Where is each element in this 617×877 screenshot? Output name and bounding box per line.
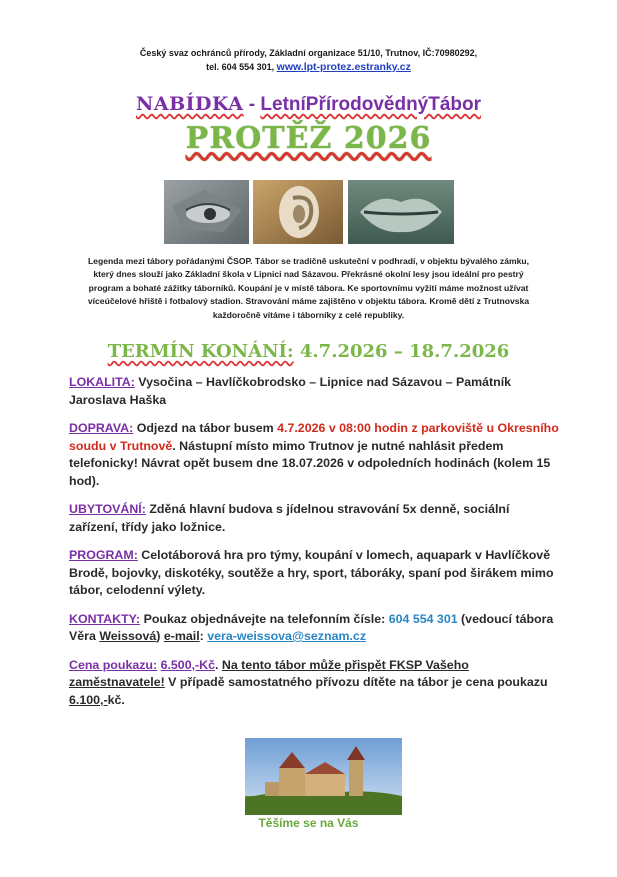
sculpture-photos: [164, 180, 454, 244]
footer-greeting: Těšíme se na Vás: [258, 816, 359, 830]
legend-line: Legenda mezi tábory pořádanými ČSOP. Tábor se tradičně uskuteční v podhradí, v objektu bývalého zámku,: [87, 256, 530, 266]
price-value: 6.500,-Kč: [160, 657, 215, 672]
term-label: TERMÍN KONÁNÍ:: [107, 341, 294, 362]
page-title: [0, 120, 617, 158]
cena-text: .: [215, 657, 222, 672]
cena-text-3: kč.: [107, 692, 125, 707]
cena-text-2: V případě samostatného přívozu dítěte na tábor je cena poukazu: [164, 675, 548, 689]
departure-info: 4.7.2026 v 08:00 hodin z parkoviště u Okresního soudu v Trutnově: [69, 421, 559, 453]
website-link[interactable]: www.lpt-protez.estranky.cz: [276, 61, 411, 73]
offer-dash: -: [243, 94, 261, 115]
camp-term: [0, 340, 617, 364]
ubytovani-label: UBYTOVÁNÍ:: [69, 502, 146, 516]
doprava-text-2: . Nástupní místo mimo Trutnov je nutné nahlásit předem telefonicky! Návrat opět busem dne 18.07.2026 v odpoledních hodinách (kolem 15 hod).: [69, 438, 551, 488]
castle-photo: [245, 738, 402, 815]
fksp-note: Na tento tábor může přispět FKSP Vašeho zaměstnavatele!: [69, 657, 469, 689]
email-colon: :: [199, 629, 208, 643]
program-label: PROGRAM:: [69, 548, 138, 562]
ear-sculpture-photo: [253, 180, 343, 244]
section-lokalita: [69, 374, 559, 409]
lokalita-label: LOKALITA:: [69, 375, 135, 389]
kontakty-label: KONTAKTY:: [69, 611, 141, 626]
lips-sculpture-photo: [348, 180, 454, 244]
kontakty-text: Poukaz objednávejte na telefonním čísle:: [140, 611, 389, 626]
camp-legend-text: [62, 255, 555, 322]
contact-surname: Weissová: [99, 629, 157, 643]
section-ubytovani: [69, 501, 559, 536]
section-program: [69, 547, 559, 600]
legend-line: program a bohaté zážitky táborníků. Koupání je v místě tábora. Ke sportovnímu vyžití máme možnost užívat: [88, 282, 529, 293]
email-label: e-mail: [163, 629, 200, 643]
legend-line: který dnes slouží jako Základní škola v Lipnici nad Sázavou. Překrásné okolní lesy jsou ideální pro pestrý: [93, 269, 524, 280]
cena-label: Cena poukazu:: [69, 657, 158, 672]
contact-phone[interactable]: 604 554 301: [388, 611, 458, 626]
price-value-2: 6.100,-: [69, 692, 108, 707]
header-line-1: Český svaz ochránců přírody, Základní organizace 51/10, Trutnov, IČ:70980292,: [139, 48, 478, 58]
header-line-2: [0, 60, 617, 74]
doprava-label: DOPRAVA:: [69, 421, 134, 435]
legend-line: každoročně vítáme i táborníky z celé republiky.: [212, 309, 405, 320]
doprava-text: Odjezd na tábor busem: [133, 421, 278, 435]
term-dates: 4.7.2026 – 18.7.2026: [293, 341, 510, 362]
program-text: Celotáborová hra pro týmy, koupání v lomech, aquapark v Havlíčkově Brodě, bojovky, diskotéky, soutěže a hry, sport, táboráky, spaní pod širákem mimo tábor, celodenní výlety.: [69, 548, 554, 597]
offer-word: NABÍDKA: [135, 93, 244, 115]
header-phone: tel. 604 554 301,: [206, 62, 277, 72]
title-text: PROTĚŽ 2026: [185, 121, 432, 156]
info-sections: [69, 374, 559, 720]
kontakty-text-2: (vedoucí tábora Věra: [69, 611, 554, 643]
section-cena: [69, 657, 559, 710]
offer-heading: [0, 92, 617, 117]
kontakty-text-3: ): [156, 629, 164, 643]
legend-line: víceúčelové hřiště i fotbalový stadion. Stravování máme zajištěno v objektu tábora. Kromě dětí z Trutnovska: [87, 296, 530, 307]
lokalita-text: Vysočina – Havlíčkobrodsko – Lipnice nad Sázavou – Památník Jaroslava Haška: [69, 375, 512, 407]
camp-type: LetníPřírodovědnýTábor: [260, 94, 482, 115]
section-kontakty: [69, 611, 559, 646]
section-doprava: [69, 420, 559, 490]
eye-sculpture-photo: [164, 180, 249, 244]
email-link[interactable]: vera-weissova@seznam.cz: [207, 629, 367, 643]
organization-header: [0, 46, 617, 74]
ubytovani-text: Zděná hlavní budova s jídelnou stravování 5x denně, sociální zařízení, třídy jako ložnice.: [69, 502, 510, 534]
